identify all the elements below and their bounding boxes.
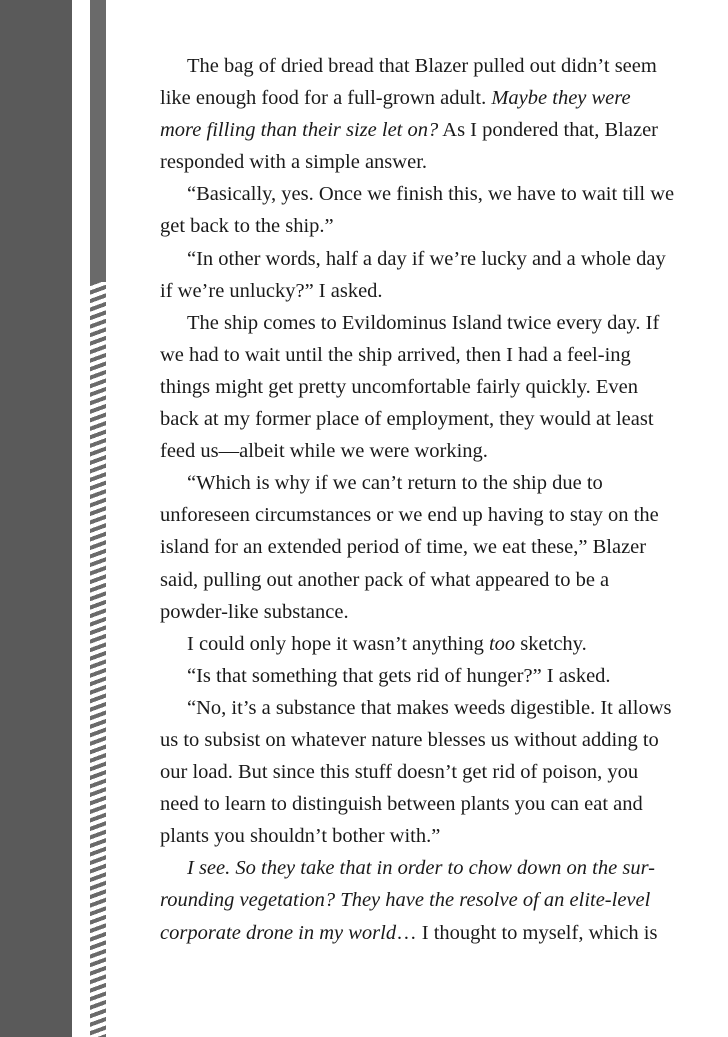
paragraph-1-italic: Maybe they were more filling than their size let on?	[160, 87, 631, 142]
paragraph-7-text: “Is that something that gets rid of hunger?” I asked.	[187, 664, 611, 687]
paragraph-4-text: The ship comes to Evildominus Island twice every day. If we had to wait until the ship arrived, then I had a feel-ing things might get pretty uncomfortable fairly quickly. Even back at my former place of employment, they would at least feed us—albeit while we were working.	[160, 311, 660, 463]
paragraph-2-text: “Basically, yes. Once we finish this, we have to wait till we get back to the ship.”	[160, 183, 675, 238]
paragraph-9-text-end: … I thought to myself, which is	[396, 921, 658, 944]
page-edge-gap	[72, 0, 90, 1037]
paragraph-9-italic: I see. So they take that in order to chow down on the sur-rounding vegetation? They have the resolve of an elite-level corporate drone in my world	[160, 857, 655, 944]
page-edge-solid-stripe	[90, 0, 106, 282]
paragraph-9	[160, 852, 675, 948]
paragraph-2	[160, 178, 675, 242]
paragraph-1-text: The bag of dried bread that Blazer pulled out didn’t seem like enough food for a full-grown adult.	[160, 55, 657, 110]
paragraph-6-text: I could only hope it wasn’t anything	[187, 632, 489, 655]
paragraph-7	[160, 660, 675, 692]
paragraph-1	[160, 50, 675, 178]
page-edge-hatched-stripe	[90, 282, 106, 1037]
paragraph-6-text-end: sketchy.	[515, 632, 587, 655]
paragraph-6-italic: too	[488, 632, 516, 655]
paragraph-5-text: “Which is why if we can’t return to the ship due to unforeseen circumstances or we end up having to stay on the island for an extended period of time, we eat these,” Blazer said, pulling out another pack of what appeared to be a powder-like substance.	[160, 472, 659, 623]
paragraph-3	[160, 243, 675, 307]
paragraph-8-text: “No, it’s a substance that makes weeds digestible. It allows us to subsist on whatever nature blesses us without adding to our load. But since this stuff doesn’t get rid of poison, you need to learn to distinguish between plants you can eat and plants you shouldn’t bother with.”	[160, 696, 672, 848]
paragraph-8	[160, 692, 675, 852]
book-page-text	[160, 50, 675, 949]
paragraph-6	[160, 628, 675, 660]
paragraph-5	[160, 467, 675, 627]
paragraph-1-text-end: As I pondered that, Blazer responded with a simple answer.	[160, 119, 658, 174]
paragraph-3-text: “In other words, half a day if we’re lucky and a whole day if we’re unlucky?” I asked.	[160, 247, 666, 302]
page-edge-dark-band	[0, 0, 72, 1037]
paragraph-4	[160, 307, 675, 467]
